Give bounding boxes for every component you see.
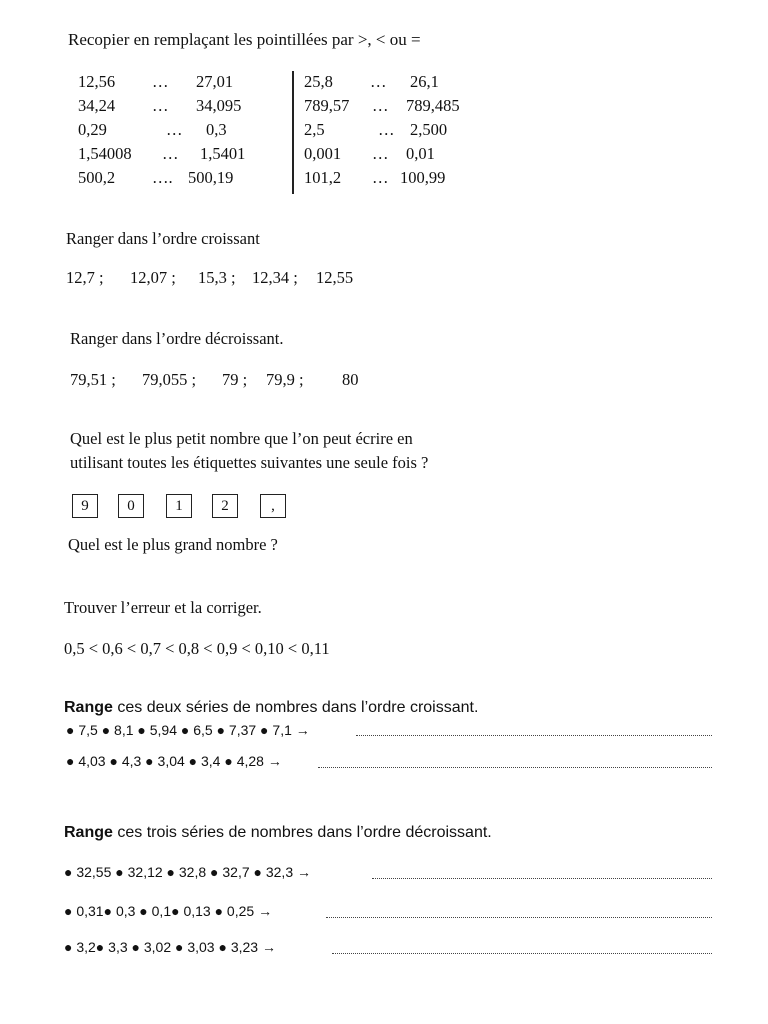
exercise4-question-line2: utilisant toutes les étiquettes suivantes une seule fois ?: [70, 453, 429, 472]
answer-line: [318, 767, 712, 768]
number: 12,7 ;: [66, 268, 104, 287]
number: 80: [342, 370, 359, 389]
right-dots: …: [370, 72, 387, 91]
exercise3-numbers: [70, 370, 390, 392]
left-value-b: 500,19: [188, 168, 234, 187]
number: 79,9 ;: [266, 370, 304, 389]
number: 15,3 ;: [198, 268, 236, 287]
exercise7-title: [64, 824, 492, 842]
exercise7-title-rest: ces trois séries de nombres dans l’ordre décroissant.: [112, 824, 492, 841]
exercise4-question-line1: Quel est le plus petit nombre que l’on peut écrire en: [70, 429, 413, 448]
left-value-b: 27,01: [196, 72, 234, 91]
right-dots: …: [372, 144, 389, 163]
label-tile: 2: [212, 494, 238, 518]
label-tile: ,: [260, 494, 286, 518]
answer-line: [326, 917, 712, 918]
exercise4-question2: Quel est le plus grand nombre ?: [68, 535, 278, 554]
left-dots: …: [152, 96, 169, 115]
exercise6-series-1: ● 7,5 ● 8,1 ● 5,94 ● 6,5 ● 7,37 ● 7,1 →: [66, 722, 310, 738]
column-divider: [292, 71, 294, 194]
right-dots: …: [372, 96, 389, 115]
exercise5-sequence: 0,5 < 0,6 < 0,7 < 0,8 < 0,9 < 0,10 < 0,11: [64, 639, 330, 658]
left-value-a: 12,56: [78, 72, 116, 91]
right-value-b: 100,99: [400, 168, 446, 187]
left-value-a: 0,29: [78, 120, 107, 139]
number: 79 ;: [222, 370, 248, 389]
exercise2-numbers: [66, 268, 386, 290]
left-dots: …: [166, 120, 183, 139]
left-value-a: 500,2: [78, 168, 116, 187]
exercise6-title-bold: Range: [64, 699, 113, 716]
exercise2-title: Ranger dans l’ordre croissant: [66, 229, 260, 248]
exercise6-title: [64, 699, 478, 717]
exercise1-title: Recopier en remplaçant les pointillées par >, < ou =: [68, 30, 421, 49]
number: 12,07 ;: [130, 268, 176, 287]
right-value-a: 2,5: [304, 120, 325, 139]
right-value-a: 0,001: [304, 144, 342, 163]
label-tile: 1: [166, 494, 192, 518]
exercise7-series-3: ● 3,2● 3,3 ● 3,02 ● 3,03 ● 3,23 →: [64, 939, 276, 955]
right-value-b: 0,01: [406, 144, 435, 163]
left-dots: …: [162, 144, 179, 163]
right-dots: …: [372, 168, 389, 187]
right-value-b: 2,500: [410, 120, 448, 139]
exercise3-title: Ranger dans l’ordre décroissant.: [70, 329, 284, 348]
label-tile: 9: [72, 494, 98, 518]
right-value-b: 26,1: [410, 72, 439, 91]
right-dots: …: [378, 120, 395, 139]
answer-line: [356, 735, 712, 736]
left-value-a: 1,54008: [78, 144, 132, 163]
answer-line: [372, 878, 712, 879]
answer-line: [332, 953, 712, 954]
exercise7-series-2: ● 0,31● 0,3 ● 0,1● 0,13 ● 0,25 →: [64, 903, 273, 919]
right-value-b: 789,485: [406, 96, 460, 115]
exercise6-series-2: ● 4,03 ● 4,3 ● 3,04 ● 3,4 ● 4,28 →: [66, 753, 282, 769]
exercise6-title-rest: ces deux séries de nombres dans l’ordre croissant.: [112, 699, 479, 716]
exercise7-title-bold: Range: [64, 824, 113, 841]
right-value-a: 789,57: [304, 96, 350, 115]
exercise7-series-1: ● 32,55 ● 32,12 ● 32,8 ● 32,7 ● 32,3 →: [64, 864, 311, 880]
number: 79,055 ;: [142, 370, 197, 389]
exercise5-title: Trouver l’erreur et la corriger.: [64, 598, 262, 617]
left-value-b: 34,095: [196, 96, 242, 115]
number: 12,55: [316, 268, 354, 287]
label-tile: 0: [118, 494, 144, 518]
left-dots: …: [152, 72, 169, 91]
left-value-a: 34,24: [78, 96, 116, 115]
right-value-a: 101,2: [304, 168, 342, 187]
number: 12,34 ;: [252, 268, 298, 287]
right-value-a: 25,8: [304, 72, 333, 91]
left-value-b: 0,3: [206, 120, 227, 139]
number: 79,51 ;: [70, 370, 116, 389]
left-value-b: 1,5401: [200, 144, 246, 163]
left-dots: ….: [152, 168, 173, 187]
